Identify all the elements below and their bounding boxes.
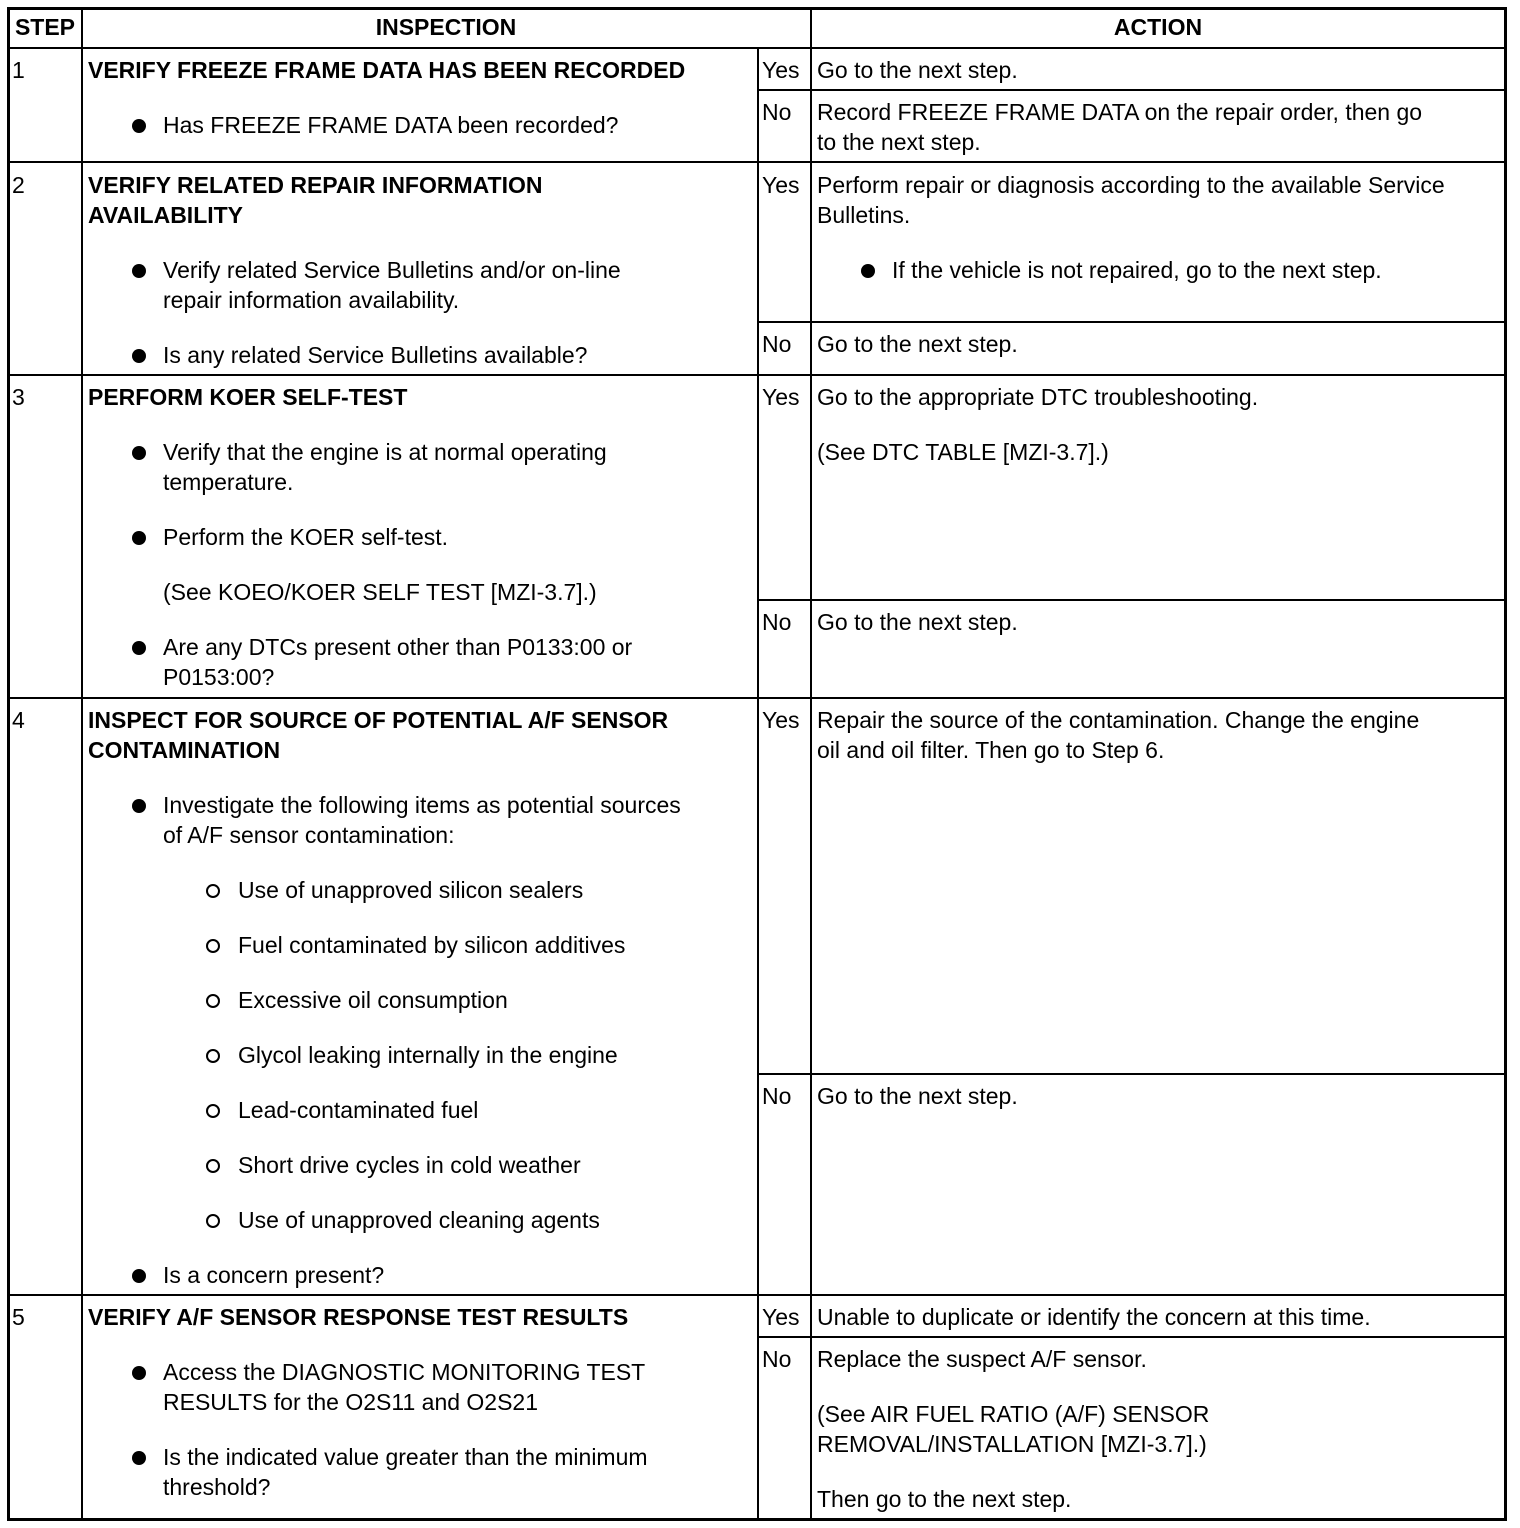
bullet-icon	[132, 1366, 146, 1380]
no-label: No	[762, 1083, 792, 1109]
no-action: to the next step.	[817, 129, 981, 155]
inspection-bullet: Investigate the following items as potential sources	[163, 792, 681, 818]
no-note: (See AIR FUEL RATIO (A/F) SENSOR	[817, 1401, 1210, 1427]
bullet-icon	[132, 446, 146, 460]
yes-no-divider	[757, 1336, 1507, 1338]
column-divider	[81, 7, 83, 1521]
header-action: ACTION	[1113, 14, 1203, 40]
inspection-bullet: P0153:00?	[163, 664, 275, 690]
step-number: 2	[12, 172, 25, 198]
yes-note: (See DTC TABLE [MZI-3.7].)	[817, 439, 1109, 465]
yes-label: Yes	[762, 1304, 800, 1330]
step-title: CONTAMINATION	[88, 737, 281, 763]
no-label: No	[762, 609, 792, 635]
no-action: Go to the next step.	[817, 1083, 1018, 1109]
sub-bullet-icon	[206, 884, 220, 898]
sub-item: Glycol leaking internally in the engine	[238, 1042, 618, 1068]
yes-action: Bulletins.	[817, 202, 911, 228]
inspection-bullet: Access the DIAGNOSTIC MONITORING TEST	[163, 1359, 646, 1385]
bullet-icon	[132, 641, 146, 655]
sub-bullet-icon	[206, 1049, 220, 1063]
step-number: 1	[12, 57, 25, 83]
sub-item: Short drive cycles in cold weather	[238, 1152, 581, 1178]
inspection-bullet: of A/F sensor contamination:	[163, 822, 455, 848]
bullet-icon	[132, 531, 146, 545]
sub-bullet-icon	[206, 1104, 220, 1118]
yes-no-divider	[757, 599, 1507, 601]
yes-label: Yes	[762, 384, 800, 410]
yes-no-divider	[757, 89, 1507, 91]
sub-item: Excessive oil consumption	[238, 987, 508, 1013]
inspection-bullet: Is the indicated value greater than the minimum	[163, 1444, 648, 1470]
bullet-icon	[132, 264, 146, 278]
yes-label: Yes	[762, 57, 800, 83]
step-number: 4	[12, 707, 25, 733]
yes-action: Unable to duplicate or identify the concern at this time.	[817, 1304, 1371, 1330]
step-title: AVAILABILITY	[88, 202, 244, 228]
step-title: VERIFY RELATED REPAIR INFORMATION	[88, 172, 543, 198]
sub-item: Use of unapproved cleaning agents	[238, 1207, 600, 1233]
step-title: PERFORM KOER SELF-TEST	[88, 384, 408, 410]
column-divider	[810, 7, 812, 1521]
no-action: Go to the next step.	[817, 609, 1018, 635]
bullet-icon	[132, 1451, 146, 1465]
no-action: Go to the next step.	[817, 331, 1018, 357]
column-divider	[757, 47, 759, 1521]
sub-item: Lead-contaminated fuel	[238, 1097, 479, 1123]
inspection-bullet: Is a concern present?	[163, 1262, 385, 1288]
inspection-note: (See KOEO/KOER SELF TEST [MZI-3.7].)	[163, 579, 597, 605]
header-step: STEP	[14, 14, 76, 40]
yes-action: Go to the next step.	[817, 57, 1018, 83]
step-number: 5	[12, 1304, 25, 1330]
bullet-icon	[132, 1269, 146, 1283]
inspection-bullet: repair information availability.	[163, 287, 460, 313]
bullet-icon	[861, 264, 875, 278]
step-title: INSPECT FOR SOURCE OF POTENTIAL A/F SENSOR	[88, 707, 669, 733]
inspection-bullet: threshold?	[163, 1474, 271, 1500]
sub-bullet-icon	[206, 939, 220, 953]
sub-bullet-icon	[206, 1159, 220, 1173]
inspection-bullet: Perform the KOER self-test.	[163, 524, 449, 550]
yes-action: Go to the appropriate DTC troubleshooting.	[817, 384, 1259, 410]
yes-no-divider	[757, 321, 1507, 323]
no-note: REMOVAL/INSTALLATION [MZI-3.7].)	[817, 1431, 1207, 1457]
sub-item: Fuel contaminated by silicon additives	[238, 932, 626, 958]
inspection-bullet: temperature.	[163, 469, 294, 495]
inspection-bullet: Has FREEZE FRAME DATA been recorded?	[163, 112, 619, 138]
inspection-bullet: Are any DTCs present other than P0133:00 or	[163, 634, 633, 660]
bullet-icon	[132, 799, 146, 813]
header-inspection: INSPECTION	[375, 14, 517, 40]
yes-action: Perform repair or diagnosis according to the available Service	[817, 172, 1445, 198]
sub-bullet-icon	[206, 1214, 220, 1228]
no-label: No	[762, 331, 792, 357]
inspection-bullet: RESULTS for the O2S11 and O2S21	[163, 1389, 539, 1415]
inspection-bullet: Verify that the engine is at normal operating	[163, 439, 607, 465]
sub-item: Use of unapproved silicon sealers	[238, 877, 584, 903]
bullet-icon	[132, 119, 146, 133]
inspection-bullet: Is any related Service Bulletins available?	[163, 342, 588, 368]
step-title: VERIFY FREEZE FRAME DATA HAS BEEN RECORDED	[88, 57, 686, 83]
action-bullet: If the vehicle is not repaired, go to the next step.	[892, 257, 1382, 283]
inspection-bullet: Verify related Service Bulletins and/or on-line	[163, 257, 621, 283]
yes-action: oil and oil filter. Then go to Step 6.	[817, 737, 1165, 763]
step-title: VERIFY A/F SENSOR RESPONSE TEST RESULTS	[88, 1304, 629, 1330]
step-number: 3	[12, 384, 25, 410]
sub-bullet-icon	[206, 994, 220, 1008]
yes-no-divider	[757, 1073, 1507, 1075]
no-action: Record FREEZE FRAME DATA on the repair order, then go	[817, 99, 1423, 125]
no-label: No	[762, 99, 792, 125]
yes-label: Yes	[762, 707, 800, 733]
no-action: Replace the suspect A/F sensor.	[817, 1346, 1147, 1372]
bullet-icon	[132, 349, 146, 363]
no-after: Then go to the next step.	[817, 1486, 1072, 1512]
no-label: No	[762, 1346, 792, 1372]
yes-label: Yes	[762, 172, 800, 198]
yes-action: Repair the source of the contamination. Change the engine	[817, 707, 1420, 733]
